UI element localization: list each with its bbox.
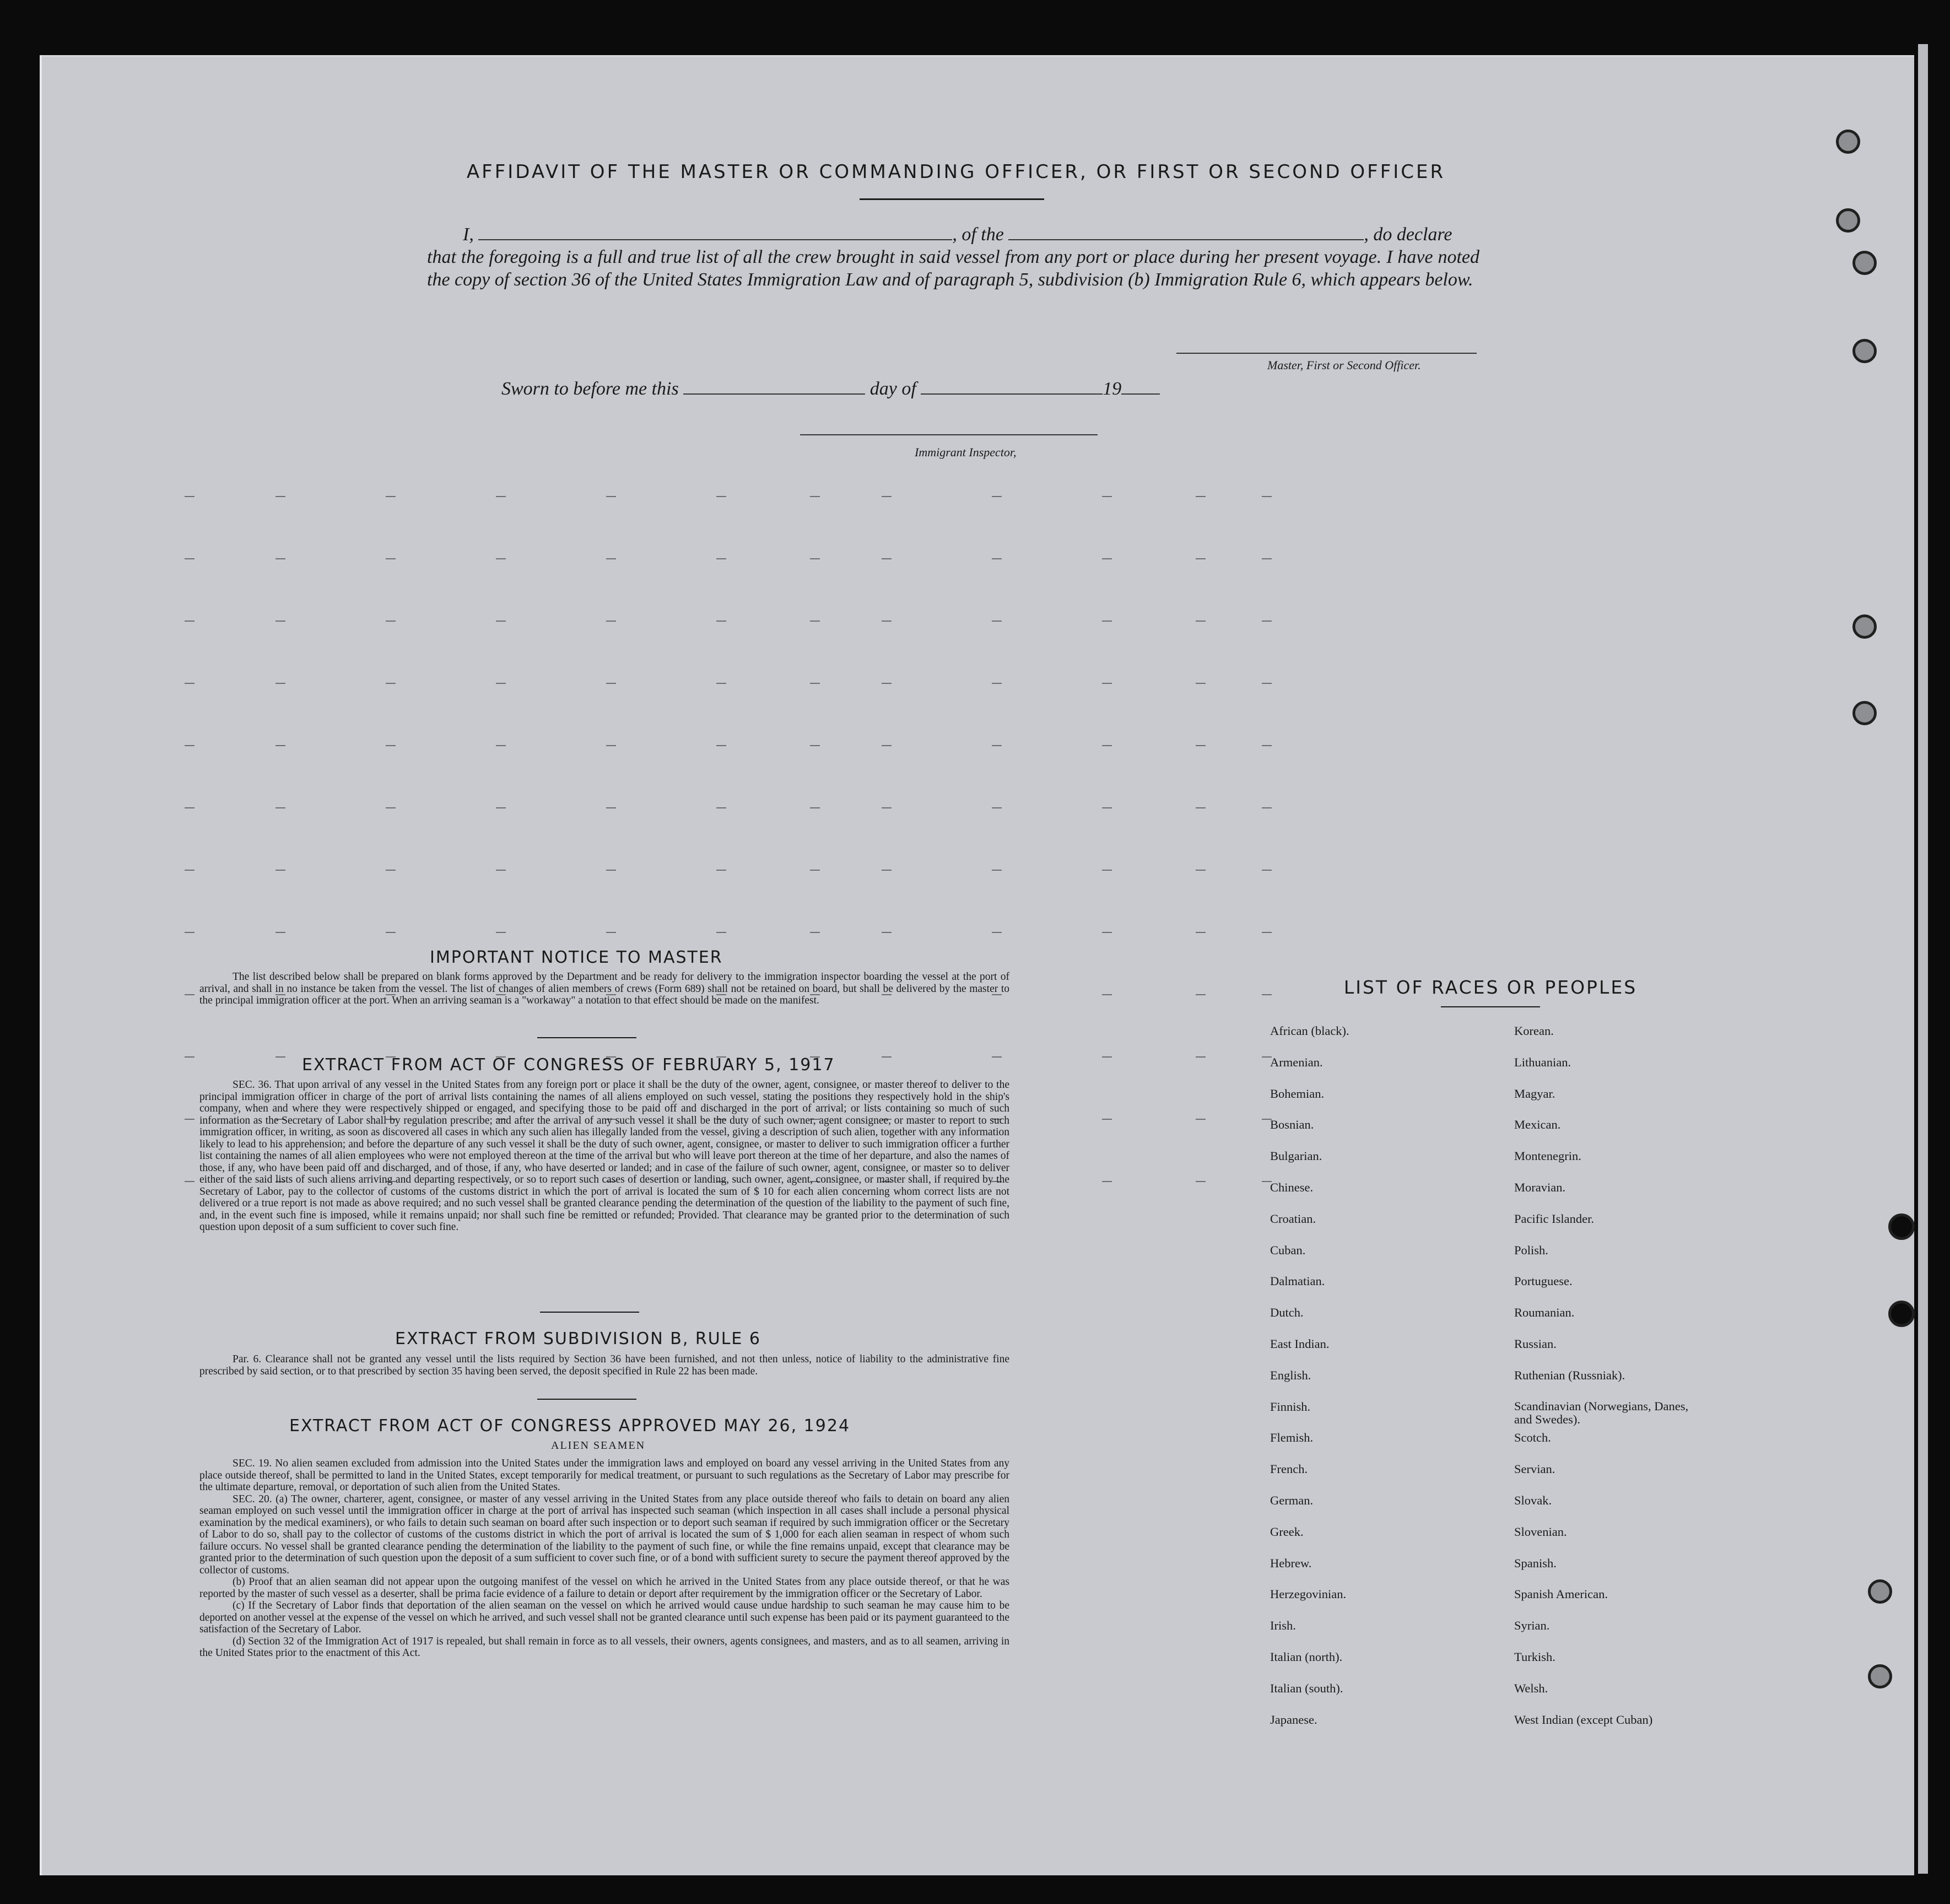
- form-tick: [496, 558, 506, 559]
- form-tick: [992, 621, 1002, 622]
- notice-text: The list described below shall be prepared on blank forms approved by the Department and be ready for delivery to the immigration inspector boarding the vessel at the port of arrival, and shall in no instance be taken from the vessel. The list of changes of alien members of crews (Form 689) shall not be retained on board, but shall be delivered by the master to the principal immigration officer at the port. When an arriving seaman is a "workaway" a notation to that effect should be made on the manifest.: [199, 971, 1009, 1006]
- form-tick: [1196, 1181, 1206, 1182]
- race-item: Greek.: [1270, 1524, 1304, 1539]
- form-tick: [882, 745, 892, 746]
- form-tick: [992, 1056, 1002, 1058]
- rule6-rule: [537, 1399, 636, 1400]
- race-item: Magyar.: [1514, 1086, 1555, 1101]
- act-1924-text: [199, 1458, 1009, 1659]
- notice-title: IMPORTANT NOTICE TO MASTER: [430, 948, 723, 967]
- race-item: Dutch.: [1270, 1306, 1304, 1320]
- form-tick: [386, 932, 396, 933]
- punch-hole: [1836, 208, 1860, 233]
- form-tick: [1262, 496, 1272, 497]
- form-tick: [1196, 496, 1206, 497]
- race-item: Irish.: [1270, 1619, 1296, 1633]
- race-item: Scotch.: [1514, 1431, 1551, 1445]
- rule6-title: EXTRACT FROM SUBDIVISION B, RULE 6: [395, 1329, 761, 1349]
- vessel-label: , of the: [952, 224, 1004, 245]
- form-tick: [496, 496, 506, 497]
- race-item: English.: [1270, 1368, 1311, 1382]
- form-tick: [1196, 621, 1206, 622]
- inspector-signature-line[interactable]: [800, 434, 1098, 435]
- affidavit-declaration: [427, 223, 1479, 291]
- form-tick: [716, 807, 726, 808]
- form-tick: [716, 621, 726, 622]
- race-item: African (black).: [1270, 1024, 1349, 1038]
- form-tick: [606, 558, 616, 559]
- sworn-day-field[interactable]: [683, 378, 865, 395]
- form-tick: [386, 496, 396, 497]
- form-tick: [1262, 807, 1272, 808]
- race-item: Spanish.: [1514, 1556, 1557, 1570]
- form-tick: [606, 496, 616, 497]
- form-tick: [992, 496, 1002, 497]
- form-tick: [276, 683, 285, 684]
- affidavit-title: AFFIDAVIT OF THE MASTER OR COMMANDING OFFICER, OR FIRST OR SECOND OFFICER: [466, 161, 1446, 183]
- race-item: Montenegrin.: [1514, 1149, 1581, 1163]
- form-tick: [992, 558, 1002, 559]
- form-tick: [276, 745, 285, 746]
- act-1924-sec20c: (c) If the Secretary of Labor finds that deportation of the alien seaman on the vessel on which he arrived would cause undue hardship to such seaman he may cause him to be deported on another vessel at the expense of the vessel on which he arrived, and such vessel shall not be granted clearance until such expense has been paid or its payment guaranteed to the satisfaction of the Secretary of Labor.: [199, 1600, 1009, 1635]
- form-tick: [810, 683, 820, 684]
- form-tick: [276, 558, 285, 559]
- race-item: Chinese.: [1270, 1180, 1314, 1194]
- act-1924-sec20d: (d) Section 32 of the Immigration Act of 1917 is repealed, but shall remain in force as to all vessels, their owners, agents consignees, and masters, and as to all seamen, arriving in the United States prior to the enactment of this Act.: [199, 1635, 1009, 1659]
- form-tick: [1196, 745, 1206, 746]
- race-item: Finnish.: [1270, 1399, 1311, 1414]
- race-item: Moravian.: [1514, 1180, 1566, 1194]
- punch-hole: [1852, 339, 1877, 363]
- punch-hole: [1852, 701, 1877, 725]
- race-item: Roumanian.: [1514, 1306, 1575, 1320]
- page-edge: [1918, 44, 1928, 1874]
- form-tick: [276, 807, 285, 808]
- form-tick: [1262, 621, 1272, 622]
- form-tick: [992, 932, 1002, 933]
- race-item: German.: [1270, 1493, 1314, 1507]
- form-tick: [386, 870, 396, 871]
- declarant-name-field[interactable]: [478, 224, 952, 240]
- title-rule: [860, 198, 1044, 200]
- form-tick: [496, 683, 506, 684]
- notice-rule: [537, 1037, 636, 1038]
- act-1917-title: EXTRACT FROM ACT OF CONGRESS OF FEBRUARY 5, 1917: [302, 1055, 835, 1075]
- form-tick: [185, 1056, 195, 1058]
- act-1924-subtitle: ALIEN SEAMEN: [551, 1439, 646, 1452]
- form-tick: [716, 683, 726, 684]
- race-item: Bulgarian.: [1270, 1149, 1322, 1163]
- form-tick: [992, 683, 1002, 684]
- races-column-1: [1270, 1024, 1349, 1744]
- form-tick: [185, 1119, 195, 1120]
- form-tick: [716, 496, 726, 497]
- form-tick: [185, 870, 195, 871]
- form-tick: [185, 496, 195, 497]
- punch-hole: [1888, 1213, 1915, 1240]
- race-item: Herzegovinian.: [1270, 1587, 1347, 1601]
- form-tick: [1262, 932, 1272, 933]
- form-tick: [386, 683, 396, 684]
- punch-hole: [1868, 1579, 1892, 1604]
- race-item: Slovak.: [1514, 1493, 1552, 1507]
- inspector-caption: Immigrant Inspector,: [915, 445, 1017, 459]
- race-item: Croatian.: [1270, 1211, 1316, 1226]
- form-tick: [1102, 807, 1112, 808]
- form-tick: [606, 807, 616, 808]
- race-item: Portuguese.: [1514, 1274, 1573, 1288]
- race-item: Spanish American.: [1514, 1587, 1608, 1601]
- form-tick: [882, 558, 892, 559]
- form-tick: [810, 621, 820, 622]
- declare-label: , do declare: [1364, 224, 1452, 245]
- race-item: Dalmatian.: [1270, 1274, 1325, 1288]
- form-tick: [1102, 870, 1112, 871]
- act-1924-title: EXTRACT FROM ACT OF CONGRESS APPROVED MAY 26, 1924: [289, 1416, 851, 1436]
- form-tick: [1102, 745, 1112, 746]
- form-tick: [1196, 558, 1206, 559]
- form-tick: [992, 745, 1002, 746]
- sworn-line: [501, 378, 1160, 400]
- rule6-text: Par. 6. Clearance shall not be granted any vessel until the lists required by Section 36 have been furnished, and not then unless, notice of liability to the administrative fine prescribed by said section, or to that prescribed by section 35 having been served, the deposit specified in Rule 22 has been made.: [199, 1353, 1009, 1377]
- race-item: Ruthenian (Russniak).: [1514, 1368, 1625, 1382]
- race-item: West Indian (except Cuban): [1514, 1712, 1653, 1727]
- vessel-name-field[interactable]: [1008, 224, 1364, 240]
- race-item: Syrian.: [1514, 1619, 1550, 1633]
- form-tick: [1102, 558, 1112, 559]
- form-tick: [882, 683, 892, 684]
- declarant-label: I,: [463, 224, 474, 245]
- form-tick: [276, 496, 285, 497]
- form-tick: [185, 683, 195, 684]
- race-item: Italian (south).: [1270, 1681, 1343, 1695]
- form-tick: [810, 496, 820, 497]
- races-rule: [1441, 1006, 1540, 1007]
- race-item: Mexican.: [1514, 1118, 1561, 1132]
- form-tick: [1196, 994, 1206, 995]
- punch-hole: [1836, 130, 1860, 154]
- race-item: Scandinavian (Norwegians, Danes, and Swedes).: [1514, 1399, 1689, 1426]
- form-tick: [1262, 745, 1272, 746]
- form-tick: [1196, 870, 1206, 871]
- form-tick: [992, 870, 1002, 871]
- form-tick: [1262, 683, 1272, 684]
- race-item: Korean.: [1514, 1024, 1554, 1038]
- race-item: Italian (north).: [1270, 1649, 1343, 1664]
- form-tick: [496, 621, 506, 622]
- punch-hole: [1868, 1664, 1892, 1689]
- form-tick: [882, 621, 892, 622]
- form-tick: [1102, 1119, 1112, 1120]
- races-title: LIST OF RACES OR PEOPLES: [1343, 977, 1638, 998]
- race-item: Welsh.: [1514, 1681, 1548, 1695]
- form-tick: [386, 807, 396, 808]
- form-tick: [810, 932, 820, 933]
- form-tick: [716, 745, 726, 746]
- act-1917-text: SEC. 36. That upon arrival of any vessel in the United States from any foreign port or place it shall be the duty of the owner, agent, consignee, or master thereof to deliver to the principal immigration officer in charge of the port of arrival lists containing the names of all aliens employed on such vessel, stating the positions they respectively hold in the ship's company, when and where they were respectively shipped or engaged, and specifying those to be paid off and discharged in the port of arrival; or lists containing so much of such information as the Secretary of Labor shall by regulation prescribe; and after the arrival of any such vessel it shall be the duty of such owner, agent consignee, or master to report to such immigration officer, in writing, as soon as discovered all cases in which any such alien has illegally landed from the vessel, giving a description of such alien, together with any information likely to lead to his apprehension; and before the departure of any such vessel it shall be the duty of such owner, agent, consignee, or master to deliver to such immigration officer a further list containing the names of all alien employees who were not employed thereon at the time of the arrival but who will leave port thereon at the time of her departure, and also the names of those, if any, who have been paid off and discharged, and of those, if any, who have deserted or landed; and in case of the failure of such owner, agent, consignee, or master so to deliver either of the said lists of such aliens arriving and departing respectively, or so to report such cases of desertion or landing, such owner, agent, consignee, or master shall, if required by the Secretary of Labor, pay to the collector of customs of the customs district in which the port of arrival is located the sum of $ 10 for each alien concerning whom correct lists are not delivered or a true report is not made as above required; and no such vessel shall be granted clearance pending the determination of the question of the liability to the payment of such fine, and, in the event such fine is imposed, while it remains unpaid; nor shall such fine be remitted or refunded; Provided. That clearance may be granted prior to the determination of such question upon deposit of a sum sufficient to cover such fine.: [199, 1079, 1009, 1233]
- form-tick: [1102, 1056, 1112, 1058]
- form-tick: [606, 683, 616, 684]
- form-tick: [1262, 870, 1272, 871]
- punch-hole: [1852, 251, 1877, 275]
- form-tick: [810, 745, 820, 746]
- form-tick: [882, 496, 892, 497]
- form-tick: [386, 558, 396, 559]
- master-caption: Master, First or Second Officer.: [1267, 358, 1421, 372]
- form-tick: [276, 932, 285, 933]
- sworn-month-field[interactable]: [921, 378, 1103, 395]
- act-1924-sec20b: (b) Proof that an alien seaman did not appear upon the outgoing manifest of the vessel on which he arrived in the United States from any place outside thereof, or that he was reported by the master of such vessel as a deserter, shall be prima facie evidence of a failure to detain or deport after requirement by the immigration officer or the Secretary of Labor.: [199, 1576, 1009, 1600]
- race-item: French.: [1270, 1462, 1308, 1476]
- form-tick: [810, 870, 820, 871]
- race-item: Polish.: [1514, 1243, 1548, 1257]
- form-tick: [386, 745, 396, 746]
- form-tick: [1102, 932, 1112, 933]
- form-tick: [496, 745, 506, 746]
- race-item: Armenian.: [1270, 1055, 1323, 1069]
- act-1924-sec20a: SEC. 20. (a) The owner, charterer, agent, consignee, or master of any vessel arriving in the United States from any place outside thereof who fails to detain on board any alien seaman employed on such vessel until the immigration officer in charge at the port of arrival has inspected such seaman (which inspection in all cases shall include a personal physical examination by the medical examiners), or who fails to detain such seaman on board after such inspection or to deport such seaman if required by such immigration officer or the Secretary of Labor to do so, shall pay to the collector of customs of the customs district in which the port of arrival is located the sum of $ 1,000 for each alien seaman in respect of whom such failure occurs. No vessel shall be granted clearance pending the determination of the liability to the payment of such fine, or while the fine remains unpaid, except that clearance may be granted prior to the determination of such question upon the deposit of a sum sufficient to cover such fine, or of a bond with sufficient surety to secure the payment thereof approved by the collector of customs.: [199, 1493, 1009, 1576]
- form-tick: [1196, 683, 1206, 684]
- form-tick: [276, 621, 285, 622]
- form-tick: [882, 932, 892, 933]
- race-item: Servian.: [1514, 1462, 1555, 1476]
- sworn-year-field[interactable]: [1121, 378, 1160, 395]
- form-tick: [185, 558, 195, 559]
- form-tick: [882, 1056, 892, 1058]
- race-item: Bohemian.: [1270, 1086, 1325, 1101]
- race-item: Slovenian.: [1514, 1524, 1567, 1539]
- form-tick: [606, 621, 616, 622]
- form-tick: [1102, 994, 1112, 995]
- form-tick: [1102, 1181, 1112, 1182]
- form-tick: [185, 932, 195, 933]
- form-tick: [276, 870, 285, 871]
- day-of-label: day of: [869, 379, 916, 399]
- form-tick: [276, 1056, 285, 1058]
- form-tick: [185, 621, 195, 622]
- act-1924-sec19: SEC. 19. No alien seamen excluded from admission into the United States under the immigration laws and employed on board any vessel arriving in the United States from any place outside thereof, shall be permitted to land in the United States, except temporarily for medical treatment, or pursuant to such regulations as the Secretary of Labor may prescribe for the ultimate departure, removal, or deportation of such alien from the United States.: [199, 1458, 1009, 1493]
- form-tick: [606, 745, 616, 746]
- act-1917-rule: [540, 1312, 639, 1313]
- sworn-label: Sworn to before me this: [501, 379, 679, 399]
- form-tick: [716, 932, 726, 933]
- form-tick: [810, 807, 820, 808]
- declaration-body: that the foregoing is a full and true list of all the crew brought in said vessel from any port or place during her present voyage. I have noted the copy of section 36 of the United States Immigration Law and of paragraph 5, subdivision (b) Immigration Rule 6, which appears below.: [427, 247, 1479, 290]
- master-signature-line[interactable]: [1176, 353, 1477, 354]
- race-item: Russian.: [1514, 1336, 1557, 1351]
- race-item: Pacific Islander.: [1514, 1211, 1594, 1226]
- form-tick: [496, 932, 506, 933]
- form-tick: [496, 807, 506, 808]
- declaration-first-line: [427, 223, 1479, 246]
- form-tick: [1102, 683, 1112, 684]
- form-tick: [1196, 932, 1206, 933]
- race-item: Hebrew.: [1270, 1556, 1312, 1570]
- punch-hole: [1852, 614, 1877, 639]
- race-item: Japanese.: [1270, 1712, 1317, 1727]
- form-tick: [1102, 496, 1112, 497]
- race-item: Lithuanian.: [1514, 1055, 1571, 1069]
- race-item: Turkish.: [1514, 1649, 1555, 1664]
- form-tick: [716, 870, 726, 871]
- form-tick: [1196, 807, 1206, 808]
- race-item: Flemish.: [1270, 1431, 1314, 1445]
- race-item: Cuban.: [1270, 1243, 1306, 1257]
- form-tick: [810, 558, 820, 559]
- races-column-2: [1514, 1024, 1696, 1744]
- race-item: East Indian.: [1270, 1336, 1330, 1351]
- form-tick: [185, 745, 195, 746]
- form-tick: [185, 1181, 195, 1182]
- form-tick: [1196, 1056, 1206, 1058]
- form-tick: [882, 870, 892, 871]
- form-tick: [882, 807, 892, 808]
- punch-hole: [1888, 1301, 1915, 1327]
- form-tick: [716, 558, 726, 559]
- form-tick: [496, 870, 506, 871]
- form-tick: [606, 932, 616, 933]
- form-tick: [992, 807, 1002, 808]
- form-tick: [606, 870, 616, 871]
- form-tick: [185, 994, 195, 995]
- year-label: 19: [1103, 379, 1122, 399]
- form-tick: [386, 621, 396, 622]
- form-tick: [1102, 621, 1112, 622]
- form-tick: [1196, 1119, 1206, 1120]
- form-tick: [185, 807, 195, 808]
- race-item: Bosnian.: [1270, 1118, 1314, 1132]
- form-tick: [1262, 994, 1272, 995]
- form-tick: [1262, 558, 1272, 559]
